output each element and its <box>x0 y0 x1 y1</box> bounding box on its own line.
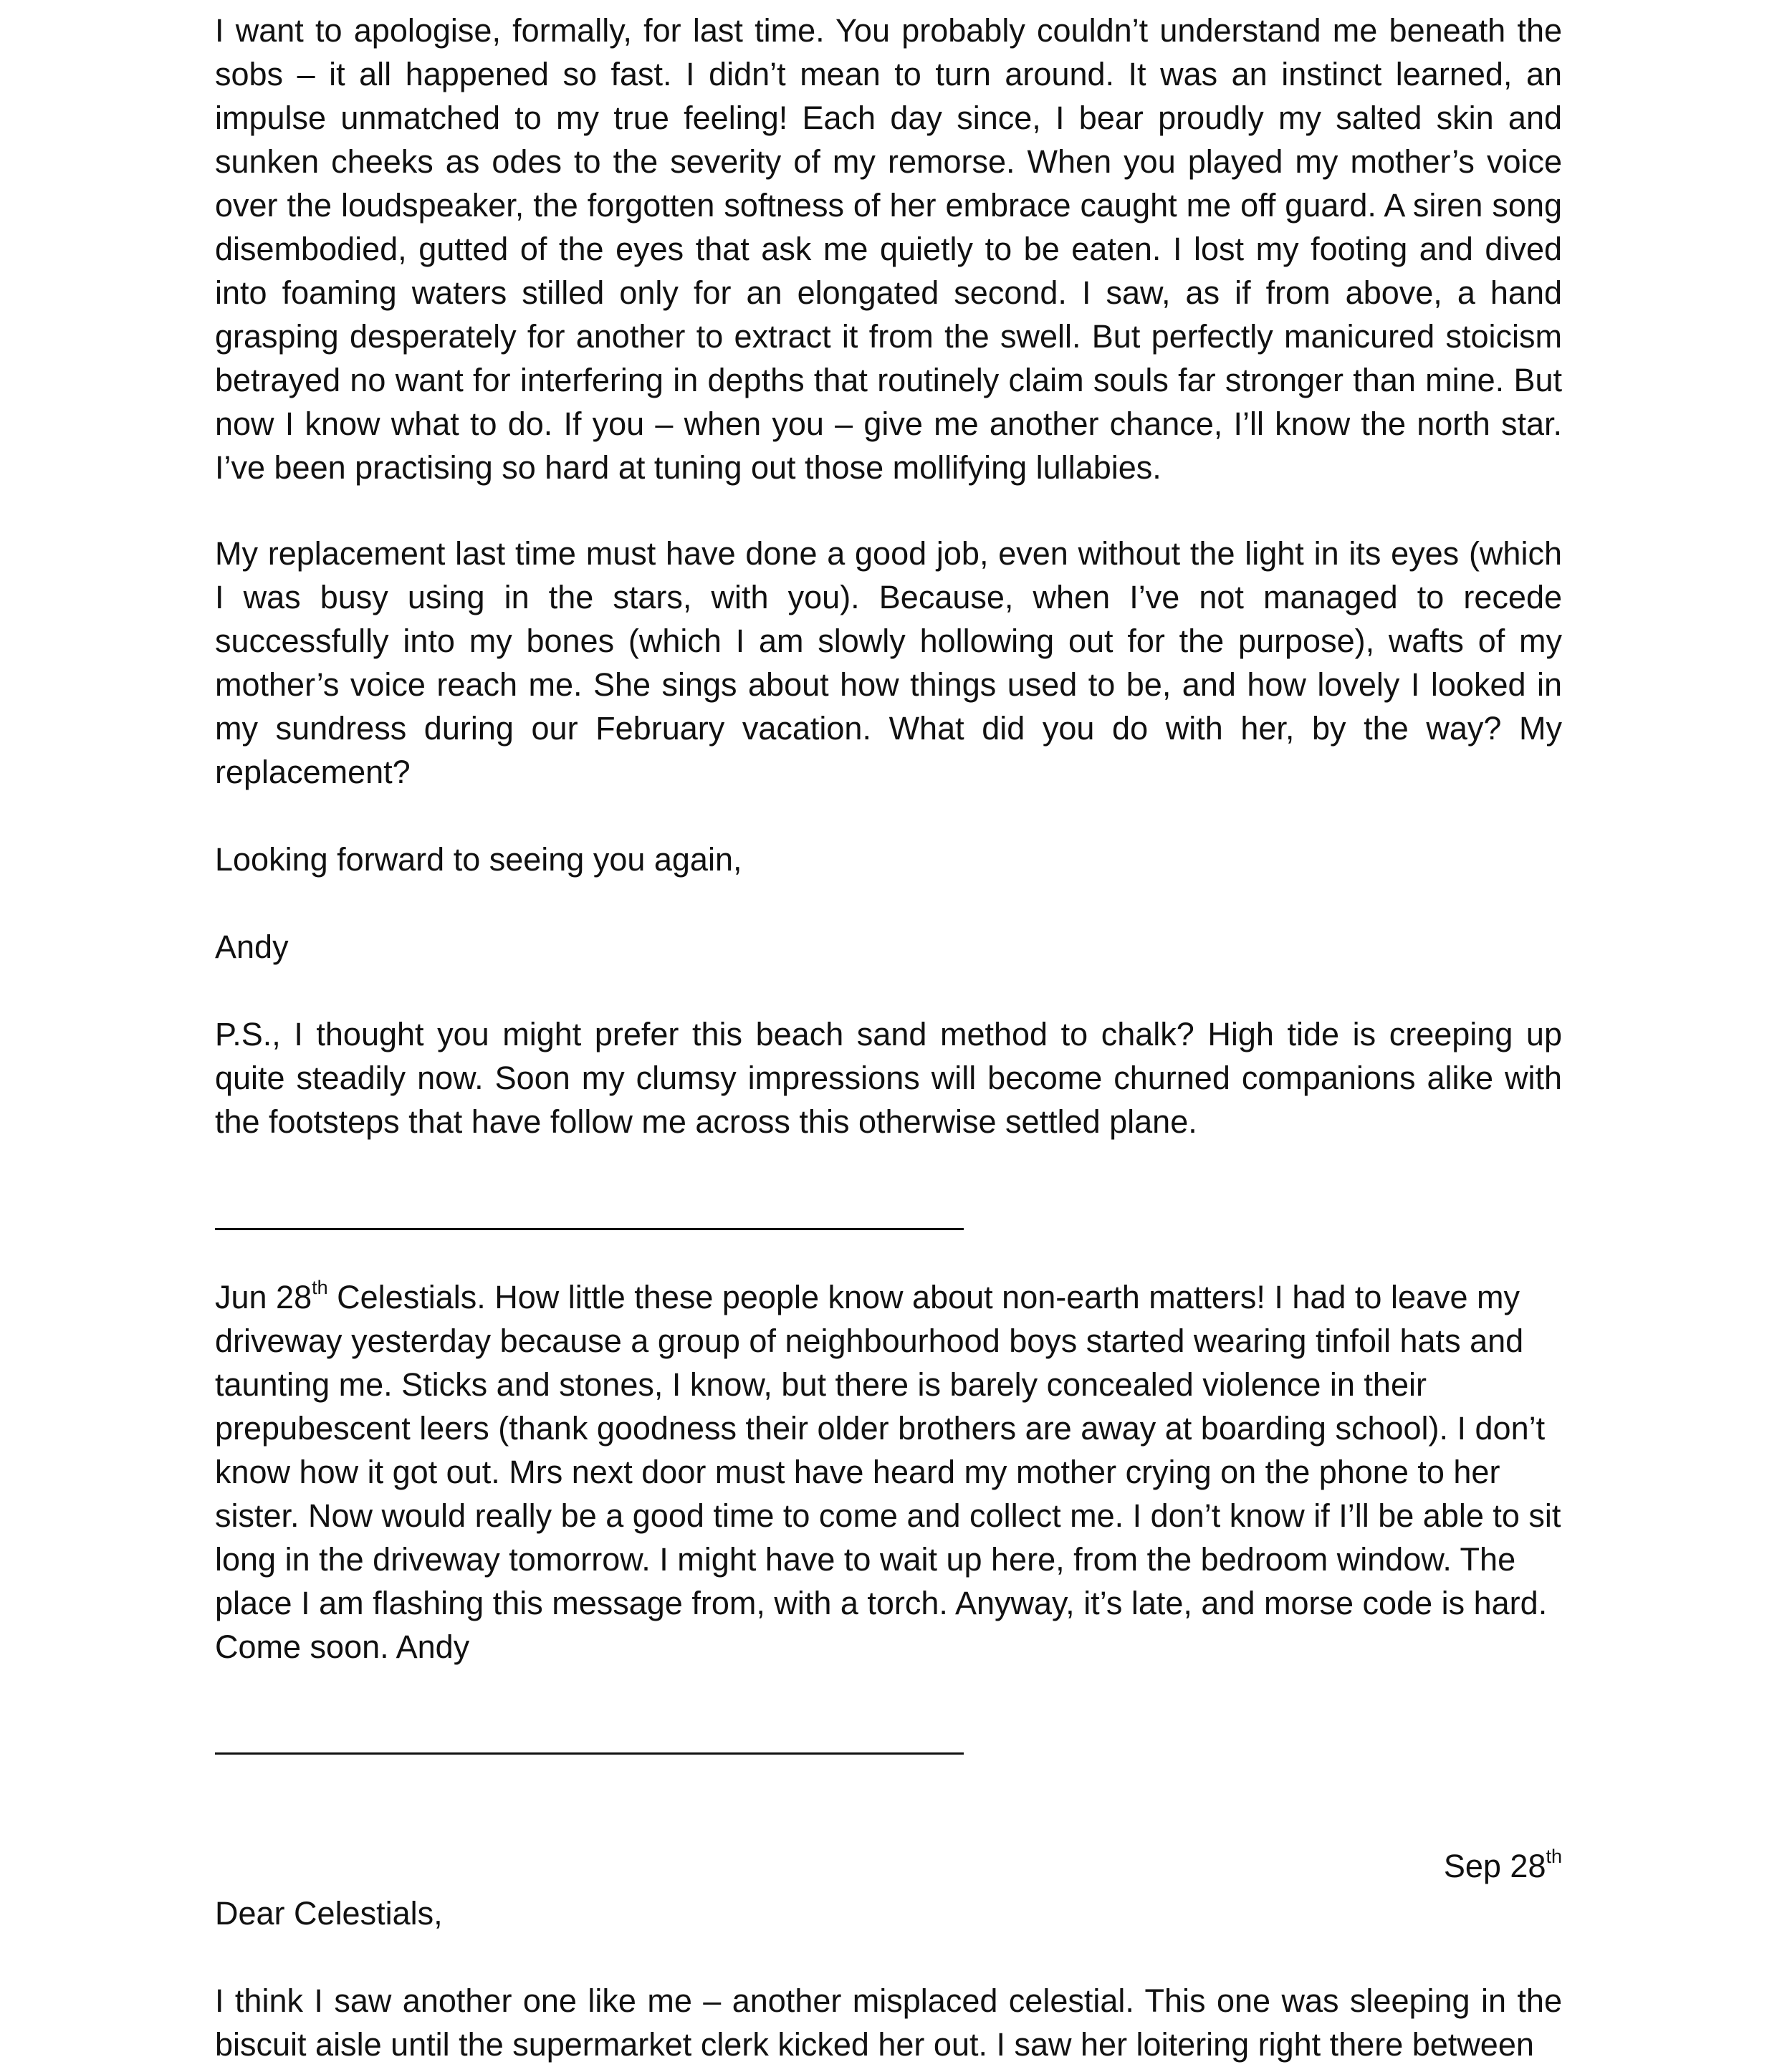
letter1-closing: Looking forward to seeing you again, <box>215 841 742 878</box>
letter3-date <box>215 1844 1562 1888</box>
letter1-signature: Andy <box>215 929 289 965</box>
letter1-paragraph2: My replacement last time must have done a good job, even without the light in its eyes (which I was busy using in the stars, with you). Because, when I’ve not managed to recede successfully into my bones (which I am slowly hollowing out for the purpose), wafts of my mother’s voice reach me. She sings about how things used to be, and how lovely I looked in my sundress during our February vacation. What did you do with her, by the way? My replacement? <box>215 535 1562 790</box>
letter3-salutation: Dear Celestials, <box>215 1895 443 1932</box>
letter1-paragraph1: I want to apologise, formally, for last time. You probably couldn’t understand me beneath the sobs – it all happened so fast. I didn’t mean to turn around. It was an instinct learned, an impulse unmatched to my true feeling! Each day since, I bear proudly my salted skin and sunken cheeks as odes to the severity of my remorse. When you played my mother’s voice over the loudspeaker, the forgotten softness of her embrace caught me off guard. A siren song disembodied, gutted of the eyes that ask me quietly to be eaten. I lost my footing and dived into foaming waters stilled only for an elongated second. I saw, as if from above, a hand grasping desperately for another to extract it from the swell. But perfectly manicured stoicism betrayed no want for interfering in depths that routinely claim souls far stronger than mine. But now I know what to do. If you – when you – give me another chance, I’ll know the north star. I’ve been practising so hard at tuning out those mollifying lullabies. <box>215 12 1562 486</box>
entry2-date-suffix: th <box>312 1277 328 1298</box>
letter3-date-suffix: th <box>1546 1846 1562 1867</box>
section-divider-1 <box>215 1228 964 1230</box>
letter3-body: I think I saw another one like me – another misplaced celestial. This one was sleeping in the biscuit aisle until the supermarket clerk kicked her out. I saw her loitering right there between <box>215 1982 1562 2063</box>
section-divider-2 <box>215 1752 964 1755</box>
letter1-postscript: P.S., I thought you might prefer this beach sand method to chalk? High tide is creeping up quite steadily now. Soon my clumsy impressions will become churned companions alike with the footsteps that have follow me across this otherwise settled plane. <box>215 1016 1562 1140</box>
entry2-text: Celestials. How little these people know about non-earth matters! I had to leave my driveway yesterday because a group of neighbourhood boys started wearing tinfoil hats and taunting me. Sticks and stones, I know, but there is barely concealed violence in their prepubescent leers (thank goodness their older brothers are away at boarding school). I don’t know how it got out. Mrs next door must have heard my mother crying on the phone to her sister. Now would really be a good time to come and collect me. I don’t know if I’ll be able to sit long in the driveway tomorrow. I might have to wait up here, from the bedroom window. The place I am flashing this message from, with a torch. Anyway, it’s late, and morse code is hard. Come soon. Andy <box>215 1279 1561 1665</box>
entry2-date: Jun 28 <box>215 1279 312 1315</box>
entry2-body <box>215 1275 1562 1669</box>
letter3-date-text: Sep 28 <box>1443 1848 1546 1884</box>
